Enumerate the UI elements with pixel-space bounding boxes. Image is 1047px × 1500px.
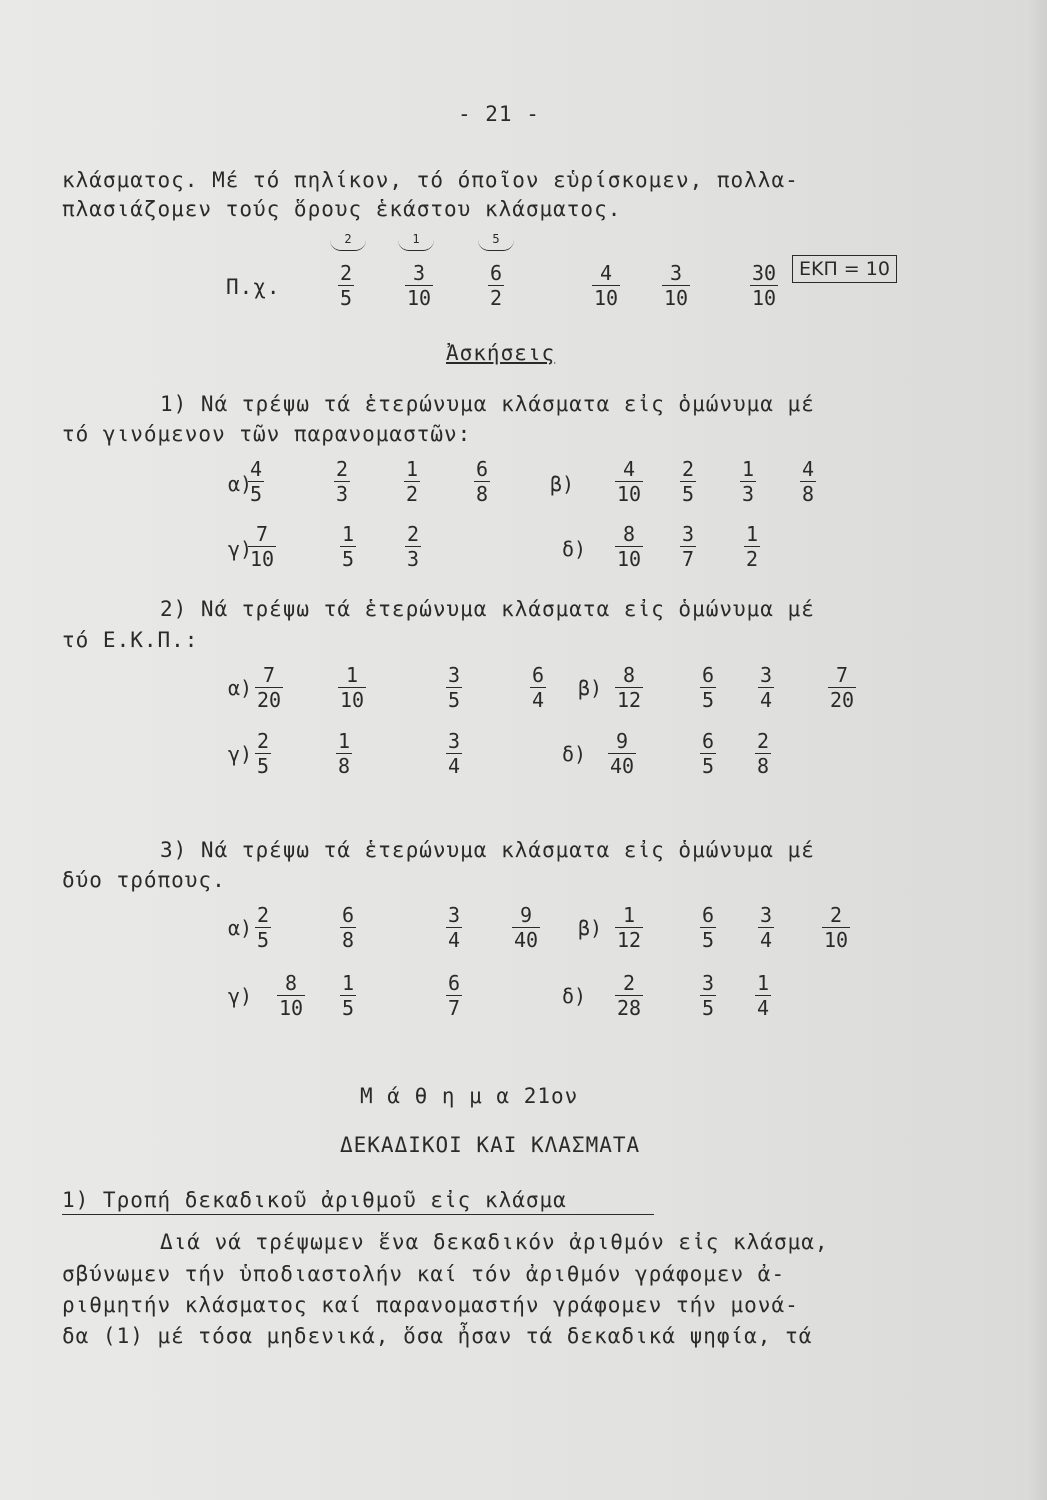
multiplier-arc [398,240,434,251]
fraction-numerator: 30 [752,261,777,285]
ex3-b-fraction [615,904,643,951]
example-label: Π.χ. [226,275,281,299]
fraction-numerator: 3 [448,663,461,687]
ex2-a-fraction [255,664,283,711]
fraction-numerator: 8 [623,663,636,687]
lesson-heading: Μ ά θ η μ α 21ον [360,1084,579,1108]
fraction-numerator: 3 [760,663,773,687]
multiplier: 1 [412,232,420,246]
fraction-denominator: 2 [490,286,503,310]
fraction-denominator: 5 [257,754,270,778]
ex3-b-label: β) [578,916,603,940]
fraction-denominator: 4 [760,928,773,952]
multiplier: 2 [344,232,352,246]
fraction-numerator: 3 [448,903,461,927]
fraction-numerator: 2 [257,903,270,927]
lcd-box: ΕΚΠ = 10 [792,255,897,283]
fraction-numerator: 7 [263,663,276,687]
fraction-numerator: 6 [702,663,715,687]
ex1-c-fraction [248,523,276,570]
fraction-denominator: 4 [448,928,461,952]
fraction-numerator: 3 [702,971,715,995]
ex3-a-fraction [446,904,462,951]
intro-line-2: πλασιάζομεν τούς ὅρους ἑκάστου κλάσματος. [62,197,622,221]
fraction-numerator: 6 [532,663,545,687]
fraction-numerator: 1 [342,971,355,995]
fraction-numerator: 1 [406,457,419,481]
fraction-numerator: 1 [342,522,355,546]
ex1-a-fraction [404,458,420,505]
page-edge [1025,0,1047,1500]
ex2-line-1: 2) Νά τρέψω τά ἑτερώνυμα κλάσματα εἰς ὁμώνυμα μέ [160,597,815,621]
body-line-3: ριθμητήν κλάσματος καί παρανομαστήν γράφομεν τήν μονά- [62,1293,799,1317]
example-fractions-fraction [338,262,354,309]
fraction-denominator: 5 [340,286,353,310]
fraction-numerator: 6 [342,903,355,927]
fraction-numerator: 1 [746,522,759,546]
fraction-numerator: 7 [256,522,269,546]
fraction-denominator: 3 [742,482,755,506]
fraction-denominator: 8 [757,754,770,778]
ex2-c-fraction [446,730,462,777]
fraction-numerator: 2 [340,261,353,285]
ex2-b-fraction [828,664,856,711]
fraction-numerator: 6 [490,261,503,285]
example-fractions-fraction [592,262,620,309]
fraction-numerator: 3 [448,729,461,753]
fraction-denominator: 10 [340,688,365,712]
ex2-a-fraction [338,664,366,711]
fraction-denominator: 10 [617,547,642,571]
body-line-4: δα (1) μέ τόσα μηδενικά, ὅσα ἦσαν τά δεκαδικά ψηφία, τά [62,1324,813,1348]
fraction-denominator: 10 [250,547,275,571]
fraction-numerator: 1 [757,971,770,995]
fraction-numerator: 3 [670,261,683,285]
fraction-numerator: 2 [407,522,420,546]
fraction-numerator: 9 [616,729,629,753]
fraction-denominator: 40 [514,928,539,952]
ex3-a-fraction [255,904,271,951]
fraction-denominator: 4 [532,688,545,712]
ex1-d-fraction [680,523,696,570]
fraction-numerator: 6 [476,457,489,481]
ex2-d-fraction [755,730,771,777]
fraction-numerator: 1 [742,457,755,481]
fraction-denominator: 8 [802,482,815,506]
ex1-line-1: 1) Νά τρέψω τά ἑτερώνυμα κλάσματα εἰς ὁμώνυμα μέ [160,392,815,416]
fraction-numerator: 4 [623,457,636,481]
fraction-denominator: 5 [342,996,355,1020]
fraction-denominator: 5 [342,547,355,571]
fraction-numerator: 4 [250,457,263,481]
exercises-title: Ἀσκήσεις [446,341,556,365]
ex1-d-fraction [615,523,643,570]
multiplier-arc [330,240,366,251]
fraction-denominator: 5 [250,482,263,506]
fraction-numerator: 2 [336,457,349,481]
ex3-a-fraction [340,904,356,951]
fraction-denominator: 10 [617,482,642,506]
fraction-denominator: 8 [342,928,355,952]
example-fractions-fraction [750,262,778,309]
ex1-c-fraction [340,523,356,570]
fraction-numerator: 8 [285,971,298,995]
fraction-denominator: 7 [682,547,695,571]
ex3-line-1: 3) Νά τρέψω τά ἑτερώνυμα κλάσματα εἰς ὁμώνυμα μέ [160,838,815,862]
ex1-b-fraction [680,458,696,505]
body-line-1: Διά νά τρέψωμεν ἕνα δεκαδικόν ἀριθμόν εἰς κλάσμα, [160,1230,829,1254]
fraction-denominator: 5 [702,928,715,952]
ex2-d-fraction [608,730,636,777]
fraction-numerator: 4 [600,261,613,285]
ex1-b-fraction [615,458,643,505]
ex1-a-fraction [474,458,490,505]
fraction-numerator: 6 [702,729,715,753]
ex3-b-fraction [758,904,774,951]
multiplier-arc [478,240,514,251]
fraction-numerator: 7 [836,663,849,687]
fraction-denominator: 12 [617,928,642,952]
fraction-denominator: 10 [664,286,689,310]
fraction-denominator: 5 [702,996,715,1020]
ex2-c-label: γ) [228,742,253,766]
ex2-c-fraction [336,730,352,777]
fraction-denominator: 5 [682,482,695,506]
section-underline [62,1214,654,1215]
ex3-c-fraction [446,972,462,1019]
ex3-b-fraction [700,904,716,951]
fraction-denominator: 10 [594,286,619,310]
fraction-numerator: 2 [257,729,270,753]
fraction-denominator: 20 [257,688,282,712]
ex1-d-fraction [744,523,760,570]
fraction-numerator: 1 [338,729,351,753]
ex1-c-label: γ) [228,537,253,561]
fraction-denominator: 40 [610,754,635,778]
ex1-a-label: α) [228,472,253,496]
ex1-a-fraction [248,458,264,505]
ex3-d-label: δ) [562,984,587,1008]
fraction-numerator: 8 [623,522,636,546]
fraction-denominator: 5 [702,688,715,712]
ex2-b-fraction [700,664,716,711]
fraction-numerator: 1 [346,663,359,687]
ex2-line-2: τό Ε.Κ.Π.: [62,628,199,652]
fraction-denominator: 4 [757,996,770,1020]
fraction-denominator: 4 [760,688,773,712]
multiplier: 5 [492,232,500,246]
fraction-denominator: 4 [448,754,461,778]
fraction-numerator: 3 [413,261,426,285]
ex1-a-fraction [334,458,350,505]
fraction-denominator: 8 [338,754,351,778]
ex3-b-fraction [822,904,850,951]
fraction-numerator: 3 [682,522,695,546]
ex2-c-fraction [255,730,271,777]
fraction-numerator: 1 [623,903,636,927]
section-heading: 1) Τροπή δεκαδικοῦ ἀριθμοῦ εἰς κλάσμα [62,1188,567,1212]
ex2-b-fraction [758,664,774,711]
fraction-denominator: 8 [476,482,489,506]
intro-line-1: κλάσματος. Μέ τό πηλίκον, τό όποῖον εὑρίσκομεν, πολλα- [62,168,799,192]
ex3-c-fraction [277,972,305,1019]
ex2-a-label: α) [228,676,253,700]
ex1-b-fraction [800,458,816,505]
ex3-c-fraction [340,972,356,1019]
ex3-d-fraction [755,972,771,1019]
ex2-b-label: β) [578,676,603,700]
ex1-d-label: δ) [562,537,587,561]
ex3-a-fraction [512,904,540,951]
fraction-numerator: 2 [757,729,770,753]
page-number: - 21 - [458,102,540,126]
fraction-denominator: 10 [407,286,432,310]
fraction-denominator: 3 [336,482,349,506]
fraction-denominator: 10 [752,286,777,310]
ex3-line-2: δύο τρόπους. [62,868,226,892]
fraction-numerator: 2 [682,457,695,481]
fraction-denominator: 12 [617,688,642,712]
ex1-line-2: τό γινόμενον τῶν παρανομαστῶν: [62,422,472,446]
ex2-d-label: δ) [562,742,587,766]
fraction-denominator: 2 [746,547,759,571]
example-fractions-fraction [662,262,690,309]
fraction-numerator: 4 [802,457,815,481]
fraction-numerator: 2 [623,971,636,995]
fraction-numerator: 2 [830,903,843,927]
fraction-numerator: 9 [520,903,533,927]
chapter-heading: ΔΕΚΑΔΙΚΟΙ ΚΑΙ ΚΛΑΣΜΑΤΑ [340,1133,641,1157]
ex3-d-fraction [615,972,643,1019]
ex1-b-label: β) [550,472,575,496]
fraction-denominator: 5 [257,928,270,952]
fraction-denominator: 10 [824,928,849,952]
fraction-denominator: 5 [448,688,461,712]
ex2-a-fraction [530,664,546,711]
ex3-a-label: α) [228,916,253,940]
example-fractions-fraction [405,262,433,309]
ex2-b-fraction [615,664,643,711]
body-line-2: σβύνωμεν τήν ὑποδιαστολήν καί τόν ἀριθμόν γράφομεν ἀ- [62,1262,786,1286]
ex2-d-fraction [700,730,716,777]
ex3-c-label: γ) [228,984,253,1008]
fraction-denominator: 20 [830,688,855,712]
fraction-numerator: 3 [760,903,773,927]
fraction-numerator: 6 [702,903,715,927]
fraction-denominator: 5 [702,754,715,778]
fraction-denominator: 28 [617,996,642,1020]
fraction-denominator: 3 [407,547,420,571]
fraction-denominator: 7 [448,996,461,1020]
fraction-denominator: 2 [406,482,419,506]
ex2-a-fraction [446,664,462,711]
example-fractions-fraction [488,262,504,309]
ex1-c-fraction [405,523,421,570]
ex1-b-fraction [740,458,756,505]
fraction-denominator: 10 [279,996,304,1020]
ex3-d-fraction [700,972,716,1019]
fraction-numerator: 6 [448,971,461,995]
